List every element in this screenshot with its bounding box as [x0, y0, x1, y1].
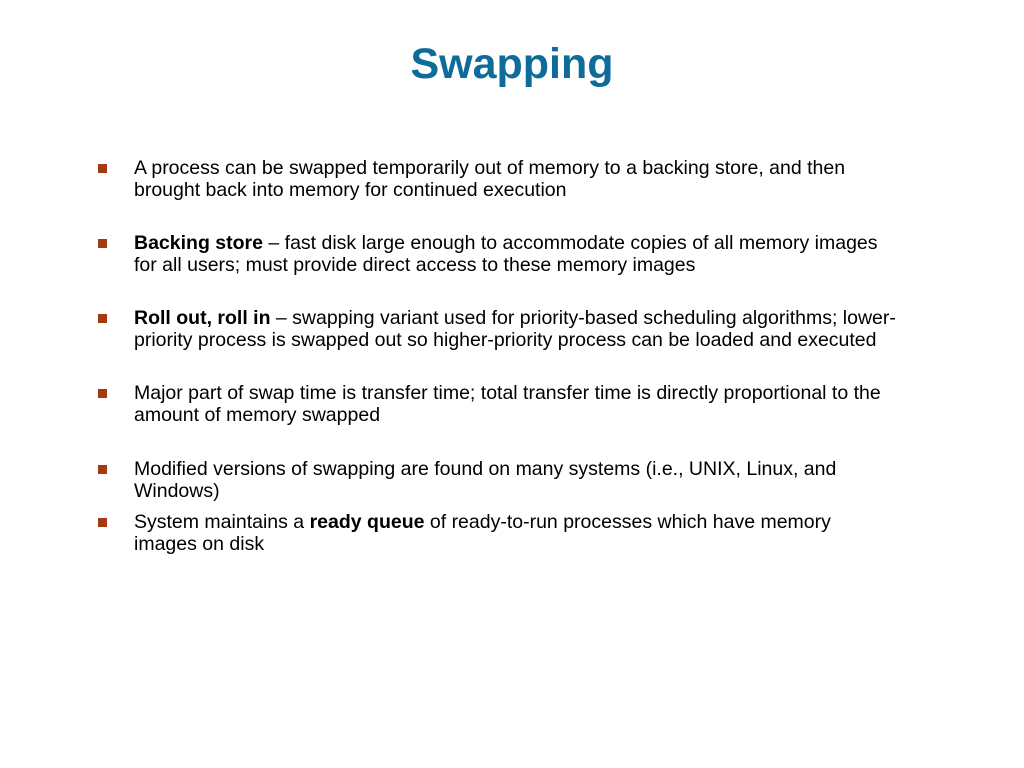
bullet-item [96, 307, 896, 351]
bullet-text-after: of ready-to-run processes which have memory images on disk [134, 511, 831, 555]
bullet-item [96, 511, 896, 555]
square-bullet-icon [98, 239, 107, 248]
bullet-term: Backing store [134, 232, 263, 254]
bullet-text: – fast disk large enough to accommodate copies of all memory images for all users; must provide direct access to these memory images [134, 232, 878, 276]
bullet-text: Major part of swap time is transfer time; total transfer time is directly proportional to the amount of memory swapped [134, 382, 881, 426]
bullet-item [96, 458, 896, 502]
square-bullet-icon [98, 465, 107, 474]
bullet-text: Modified versions of swapping are found on many systems (i.e., UNIX, Linux, and Windows) [134, 458, 837, 502]
square-bullet-icon [98, 314, 107, 323]
slide-title: Swapping [410, 40, 614, 88]
bullet-item [96, 232, 896, 276]
bullet-text: A process can be swapped temporarily out of memory to a backing store, and then brought back into memory for continued execution [134, 157, 846, 201]
bullet-item [96, 382, 896, 426]
bullet-term: Roll out, roll in [134, 307, 271, 329]
bullet-text: – swapping variant used for priority-based scheduling algorithms; lower-priority process is swapped out so higher-priority process can be loaded and executed [134, 307, 896, 351]
square-bullet-icon [98, 164, 107, 173]
bullet-list [96, 157, 896, 555]
square-bullet-icon [98, 389, 107, 398]
bullet-item [96, 157, 896, 201]
square-bullet-icon [98, 518, 107, 527]
bullet-term: ready queue [309, 511, 425, 533]
bullet-text-before: System maintains a [134, 511, 310, 533]
